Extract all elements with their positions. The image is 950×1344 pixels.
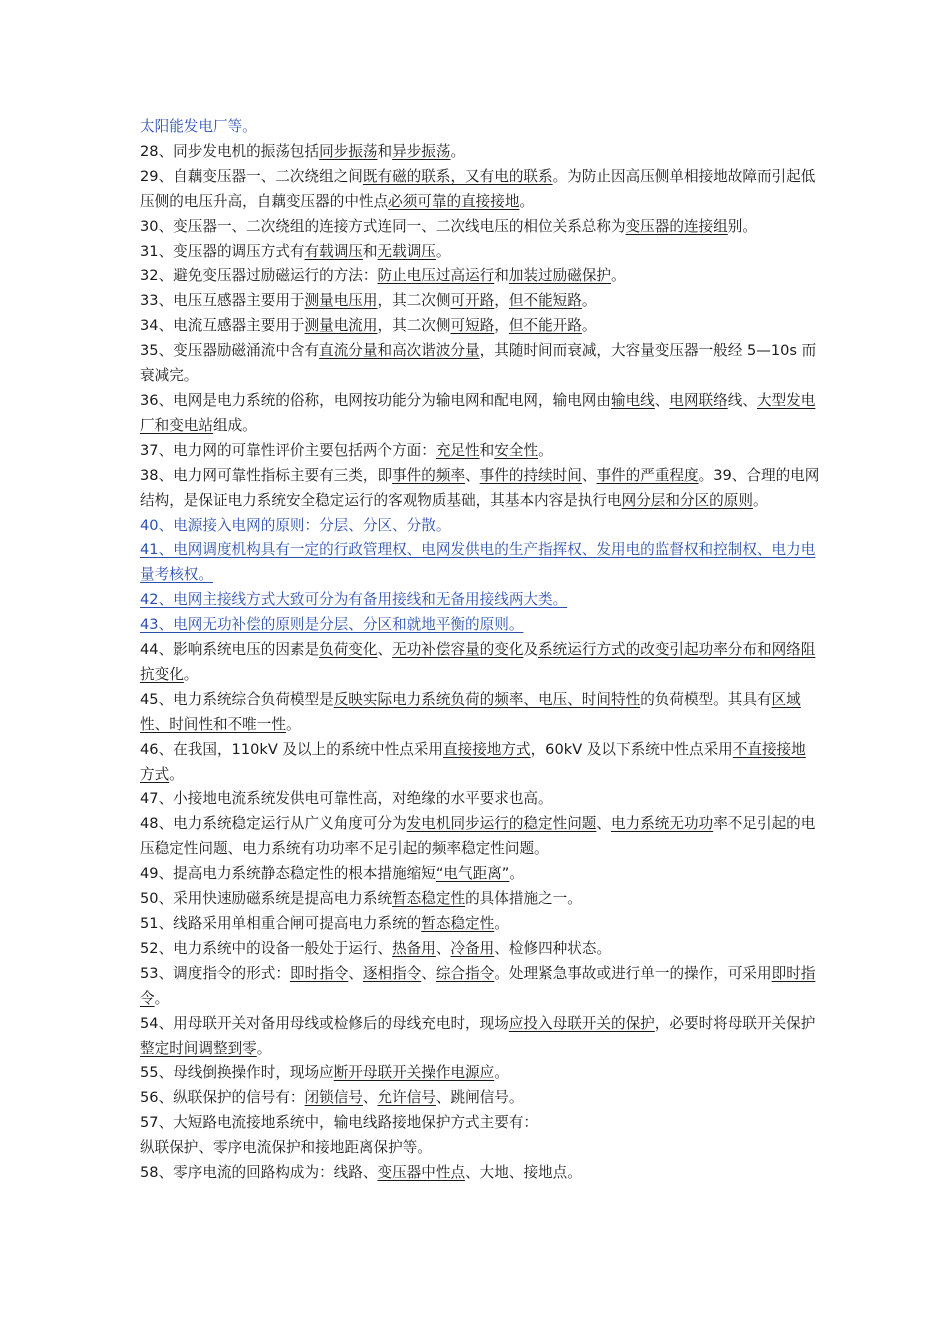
underlined-text: 事件的频率 [392,466,466,484]
text-segment: 线、 [727,391,757,409]
text-segment: 。 [285,715,301,733]
text-segment: 。 [581,317,597,335]
paragraph [140,439,820,464]
text-segment: 。 [611,267,626,285]
underlined-text: “电气距离” [435,865,510,883]
paragraph [140,389,820,439]
text-segment: 率不足引起的电压稳定性问题、电力系统有功功率不足引起的频率稳定性问题。 [140,815,816,858]
text-segment: 。 [154,989,170,1007]
paragraph [140,240,820,265]
underlined-text: 加装过励磁保护 [508,267,612,285]
paragraph [140,962,820,1012]
text-segment: 57、大短路电流接地系统中，输电线路接地保护方式主要有： [140,1114,539,1132]
paragraph [140,638,820,688]
document-body [140,115,820,1186]
text-segment: 。 [183,665,199,683]
paragraph [140,538,820,588]
paragraph [140,688,820,738]
text-segment: 35、变压器励磁涌流中含有 [140,342,320,360]
paragraph [140,613,820,638]
text-segment: 。 [509,865,524,883]
paragraph [140,115,820,140]
text-segment: 、大地、接地点。 [465,1164,582,1182]
text-segment: ， [494,317,509,335]
paragraph [140,862,820,887]
paragraph [140,588,820,613]
underlined-text: 可短路 [450,317,495,335]
underlined-text: 必须可靠的直接接地 [388,192,520,210]
underlined-text: 可开路 [450,292,495,310]
text-segment: 45、电力系统综合负荷模型是 [140,690,334,708]
paragraph [140,912,820,937]
text-segment: ，其二次侧 [377,292,451,310]
paragraph [140,514,820,539]
text-segment: 46、在我国，110kV 及以上的系统中性点采用 [140,740,443,758]
underlined-text: 大型发电厂和变电站 [140,391,816,434]
text-segment: 33、电压互感器主要用于 [140,292,305,310]
text-segment: 28、同步发电机的振荡包括 [140,142,320,160]
paragraph [140,1012,820,1062]
underlined-text: 异步振荡 [392,142,451,160]
text-segment: ，其二次侧 [377,317,451,335]
text-segment: 58、零序电流的回路构成为：线路、 [140,1164,378,1182]
underlined-text: 暂态稳定性 [421,915,495,932]
text-segment: 53、调度指令的形式： [140,964,290,982]
underlined-text: 即时指令 [289,964,349,982]
underlined-text: 不直接接地方式 [140,740,806,783]
text-segment: 38、电力网可靠性指标主要有三类，即 [140,466,393,484]
text-segment: 纵联保护、零序电流保护和接地距离保护等。 [140,1139,432,1157]
text-segment: 44、影响系统电压的因素是 [140,641,320,659]
text-segment: 。处理紧急事故或进行单一的操作，可采用 [494,964,772,982]
underlined-text: 综合指令 [435,964,495,982]
underlined-text: 变压器的连接组 [625,217,728,235]
text-segment: 。 [519,192,535,210]
underlined-text: 无载调压 [377,242,436,260]
underlined-text: 热备用 [392,939,436,957]
text-segment: 别。 [727,217,757,235]
underlined-text: 电网联络 [669,391,728,409]
text-segment: 。 [435,242,451,260]
text-segment: 51、线路采用单相重合闸可提高电力系统的 [140,915,422,932]
paragraph [140,937,820,962]
text-segment: 、 [581,466,597,484]
underlined-text: 冷备用 [450,939,495,957]
underlined-text: 但不能开路 [508,317,582,335]
underlined-text: 发电机同步运行的稳定性问题 [406,815,597,833]
underlined-text: 42、电网主接线方式大致可分为有备用接线和无备用接线两大类。 [140,591,568,609]
paragraph [140,289,820,314]
text-segment: 和 [479,441,495,459]
underlined-text: 既有磁的联系，又有电的联系 [362,167,553,185]
text-segment: 。39、合理的电网结构，是保证电力系统安全稳定运行的客观物质基础，其基本内容是执行电 [140,466,820,509]
text-segment: 。 [538,441,553,459]
underlined-text: 有载调压 [304,242,363,260]
text-segment: 。 [494,915,509,932]
text-segment: ， [494,292,509,310]
underlined-text: 整定时间调整到零 [140,1039,257,1057]
text-segment: 、 [348,964,363,982]
text-segment: 55、母线倒换操作时，现场应 [140,1064,334,1082]
text-segment: 、 [362,1089,378,1107]
text-segment: 组成。 [212,416,257,434]
underlined-text: 无功补偿容量的变化 [392,641,524,659]
text-segment: 、 [435,939,451,957]
underlined-text: 同步振荡 [319,142,378,160]
text-segment: 52、电力系统中的设备一般处于运行、 [140,939,393,957]
underlined-text: 直流分量和高次谐波分量 [319,342,480,360]
text-segment: 47、小接地电流系统发供电可靠性高，对绝缘的水平要求也高。 [140,790,553,808]
underlined-text: 允许信号 [377,1089,436,1107]
underlined-text: 防止电压过高运行 [377,267,495,285]
text-segment: 和 [377,142,393,160]
paragraph [140,887,820,912]
underlined-text: 应投入母联开关的保护 [508,1014,655,1032]
paragraph [140,1086,820,1111]
text-segment: 36、电网是电力系统的俗称，电网按功能分为输电网和配电网，输电网由 [140,391,611,409]
paragraph [140,314,820,339]
text-segment: 。为防止因高压侧单相接地故障而引起低压侧的电压升高，自藕变压器的中性点 [140,167,816,210]
underlined-text: 反映实际电力系统负荷的频率、电压、时间特性 [333,690,641,708]
paragraph [140,1136,820,1161]
text-segment: 。 [256,1039,272,1057]
text-segment: 50、采用快速励磁系统是提高电力系统 [140,890,393,908]
paragraph [140,1111,820,1136]
paragraph [140,339,820,389]
underlined-text: 暂态稳定性 [392,890,466,908]
underlined-text: 变压器中性点 [377,1164,466,1182]
text-segment: 、检修四种状态。 [494,939,612,957]
paragraph [140,165,820,215]
text-segment: 和 [362,242,378,260]
text-segment: 37、电力网的可靠性评价主要包括两个方面： [140,441,436,459]
text-segment: ，必要时将母联开关保护 [654,1014,816,1032]
text-segment: 。 [752,491,768,509]
underlined-text: 但不能短路 [508,292,582,310]
paragraph [140,1061,820,1086]
text-segment: 的负荷模型。其具有 [640,690,772,708]
underlined-text: 输电线 [610,391,655,409]
text-segment: 30、变压器一、二次绕组的连接方式连同一、二次线电压的相位关系总称为 [140,217,626,235]
underlined-text: 测量电流用 [304,317,378,335]
text-segment: 56、纵联保护的信号有： [140,1089,305,1107]
paragraph [140,464,820,514]
underlined-text: 即时指令 [140,964,816,1007]
text-segment: 太阳能发电厂等。 [140,118,257,135]
text-segment: 、 [654,391,670,409]
text-segment: ，其随时间而衰减，大容量变压器一般经 5—10s 而衰减完。 [140,342,817,385]
text-segment: 。 [494,1064,509,1082]
text-segment: 的具体措施之一。 [465,890,582,908]
underlined-text: 充足性 [435,441,480,459]
text-segment: 、跳闸信号。 [435,1089,524,1107]
text-segment: 、 [596,815,612,833]
text-segment: 32、避免变压器过励磁运行的方法： [140,267,378,285]
text-segment: 29、自藕变压器一、二次绕组之间 [140,167,363,185]
text-segment: ，60kV 及以下系统中性点采用 [530,740,733,758]
text-segment: 49、提高电力系统静态稳定性的根本措施缩短 [140,865,436,883]
text-segment: 。 [581,292,597,310]
underlined-text: 安全性 [494,441,539,459]
text-segment: 34、电流互感器主要用于 [140,317,305,335]
text-segment: 31、变压器的调压方式有 [140,242,305,260]
text-segment: 、 [377,641,393,659]
text-segment: 48、电力系统稳定运行从广义角度可分为 [140,815,407,833]
underlined-text: 事件的持续时间 [479,466,582,484]
paragraph [140,140,820,165]
text-segment: 54、用母联开关对备用母线或检修后的母线充电时，现场 [140,1014,509,1032]
paragraph [140,215,820,240]
underlined-text: 测量电压用 [304,292,378,310]
paragraph [140,812,820,862]
paragraph [140,1161,820,1186]
underlined-text: 负荷变化 [319,641,378,659]
underlined-text: 闭锁信号 [304,1089,363,1107]
paragraph [140,264,820,289]
underlined-text: 电力系统无功功 [611,815,714,833]
text-segment: 。 [450,142,466,160]
underlined-text: 直接接地方式 [443,740,531,758]
text-segment: 、 [421,964,436,982]
underlined-text: 系统运行方式的改变引起功率分布和网络阻抗变化 [140,641,816,683]
paragraph [140,787,820,812]
text-segment: 和 [494,267,509,285]
text-segment: 、 [465,466,480,484]
underlined-text: 43、电网无功补偿的原则是分层、分区和就地平衡的原则。 [140,616,524,634]
paragraph [140,738,820,788]
underlined-text: 逐相指令 [362,964,422,982]
text-segment: 40、电源接入电网的原则：分层、分区、分散。 [140,516,451,534]
underlined-text: 区域性、时间性和不唯一性 [140,690,801,733]
underlined-text: 断开母联开关操作电源应 [333,1064,495,1082]
underlined-text: 41、电网调度机构具有一定的行政管理权、电网发供电的生产指挥权、发用电的监督权和控制权、电力电量考核权。 [140,541,816,584]
text-segment: 及 [523,641,539,659]
underlined-text: 网分层和分区的原则 [621,491,753,509]
text-segment: 。 [169,765,184,783]
underlined-text: 事件的严重程度 [596,466,699,484]
